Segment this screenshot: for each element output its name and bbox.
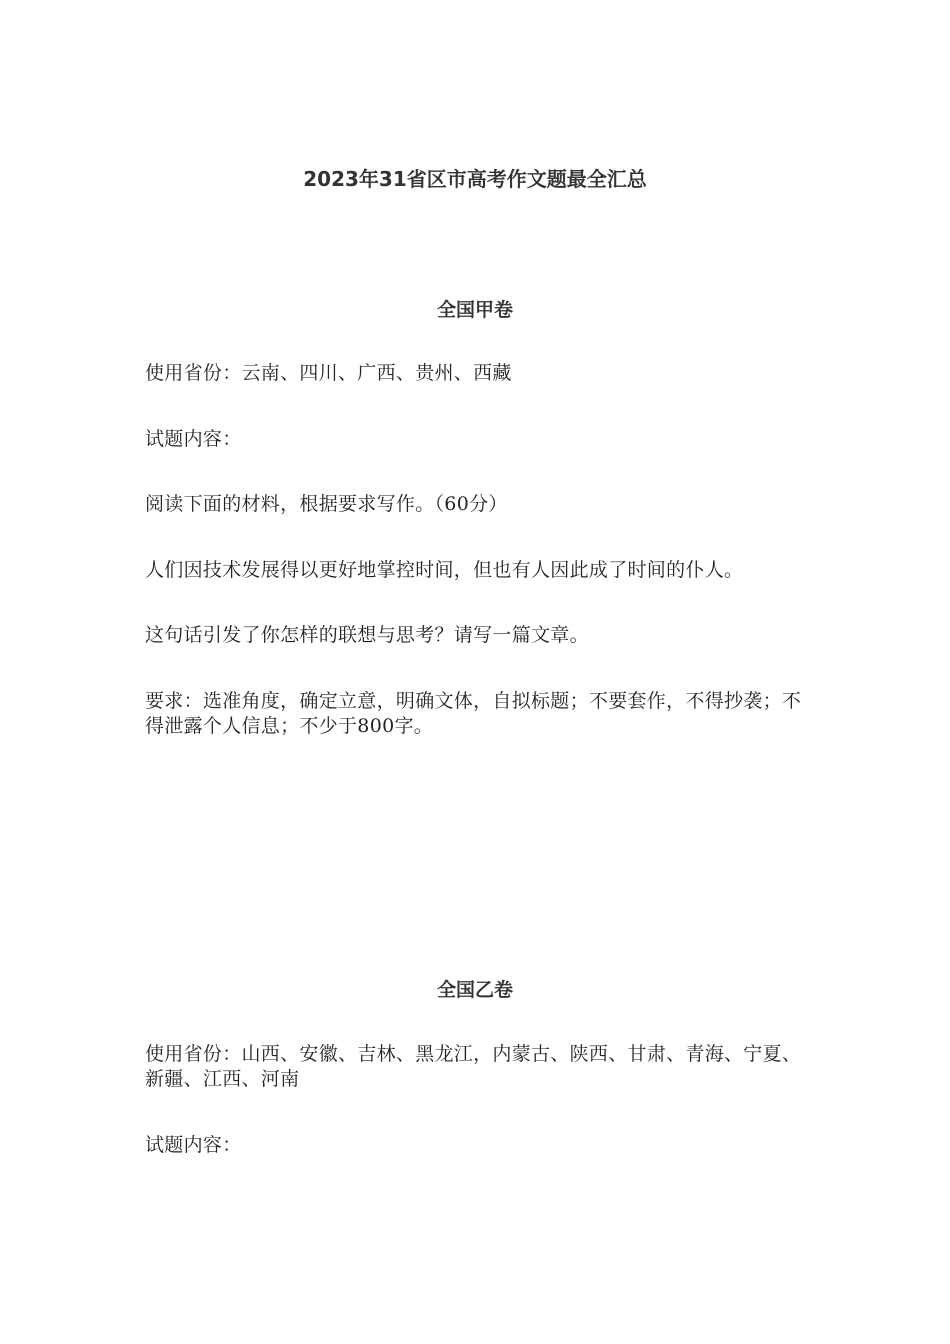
- prompt-paragraph: 这句话引发了你怎样的联想与思考？请写一篇文章。: [145, 624, 589, 646]
- requirements-paragraph: 要求：选准角度，确定立意，明确文体，自拟标题；不要套作，不得抄袭；不得泄露个人信息；不少于800字。: [145, 690, 802, 737]
- question-label: 试题内容：: [145, 1134, 242, 1156]
- question-label: 试题内容：: [145, 428, 242, 450]
- provinces-paragraph: 使用省份：山西、安徽、吉林、黑龙江，内蒙古、陕西、甘肃、青海、宁夏、新疆、江西、河南: [145, 1043, 802, 1090]
- document-title: 2023年31省区市高考作文题最全汇总: [303, 167, 647, 191]
- provinces-paragraph: 使用省份：云南、四川、广西、贵州、西藏: [145, 362, 512, 384]
- instruction-paragraph: 阅读下面的材料，根据要求写作。（60分）: [145, 493, 508, 515]
- section-heading: 全国甲卷: [436, 299, 513, 321]
- material-paragraph: 人们因技术发展得以更好地掌控时间，但也有人因此成了时间的仆人。: [145, 559, 744, 581]
- section-heading: 全国乙卷: [436, 979, 513, 1001]
